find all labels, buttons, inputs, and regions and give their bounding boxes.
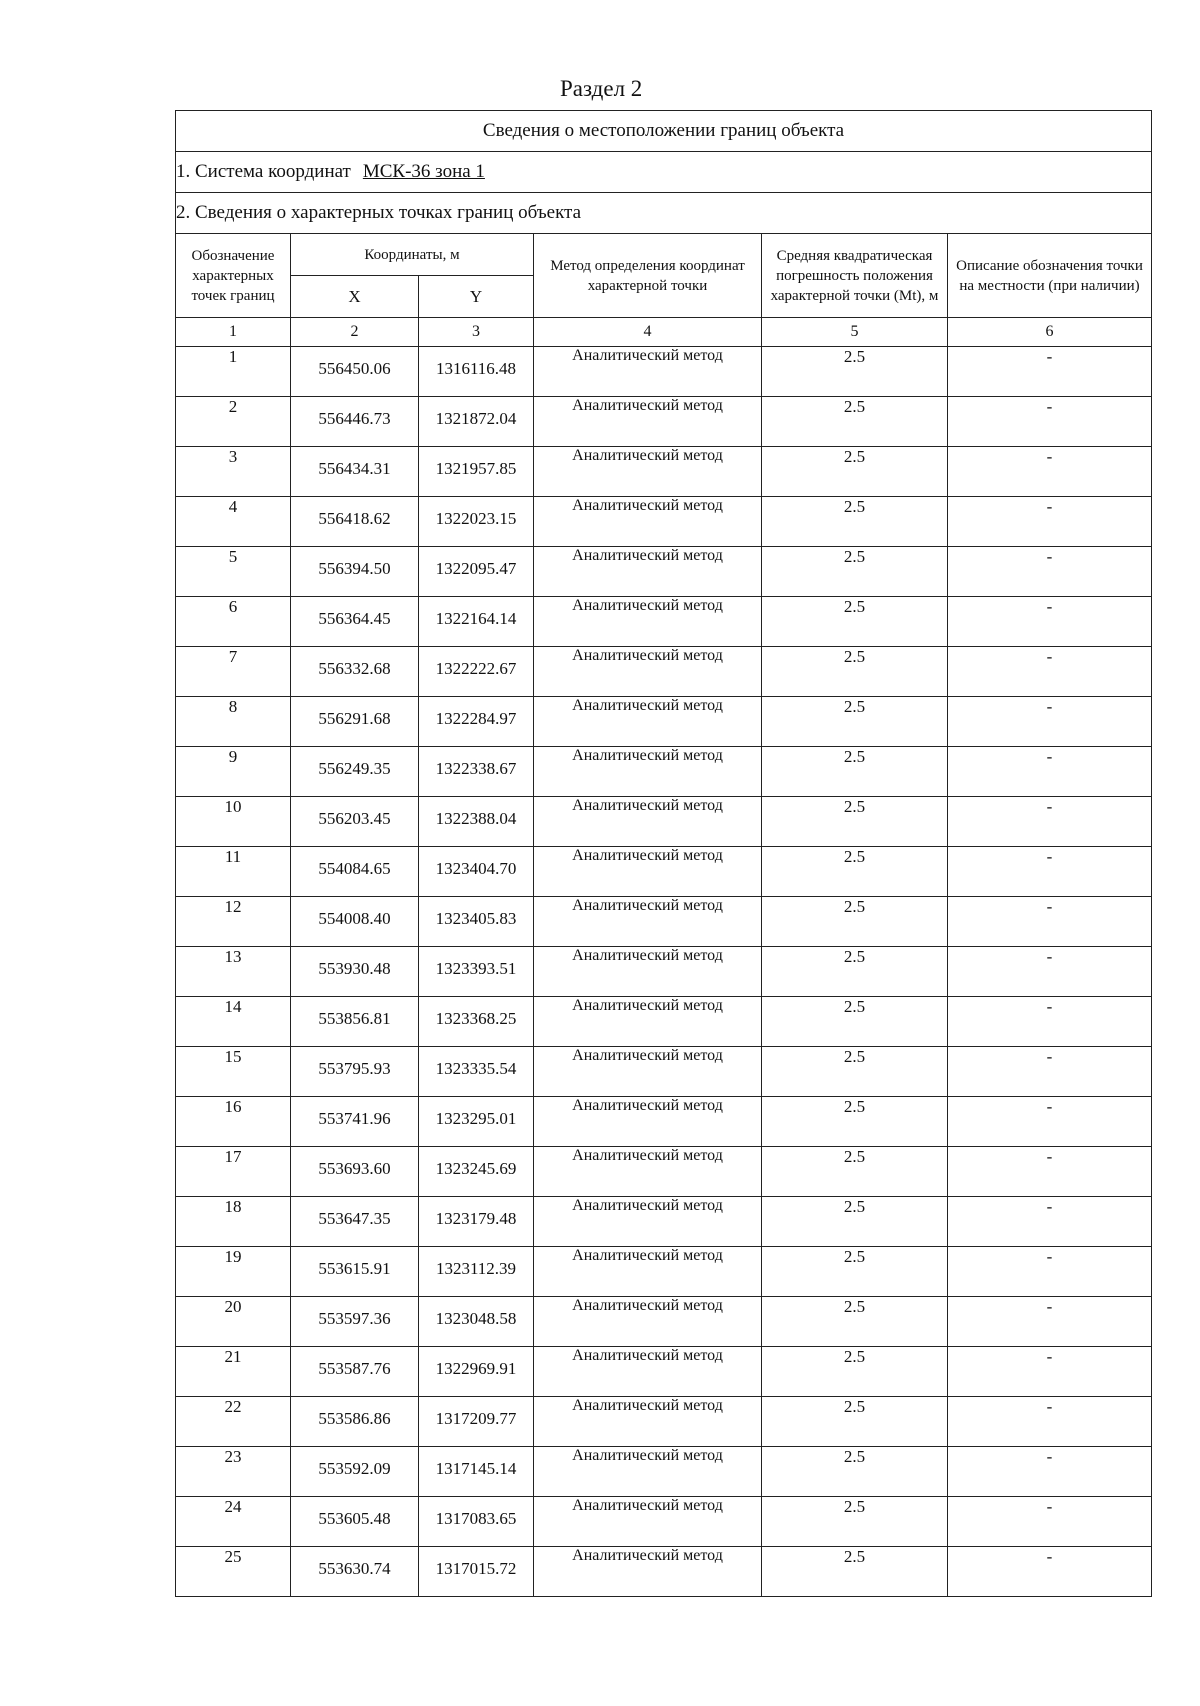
description-cell: - xyxy=(948,397,1152,447)
header-description: Описание обозначения точки на местности (при наличии) xyxy=(948,234,1152,318)
description-cell: - xyxy=(948,1097,1152,1147)
y-coordinate-cell: 1323368.25 xyxy=(419,997,534,1047)
description-cell: - xyxy=(948,597,1152,647)
x-coordinate-cell: 556434.31 xyxy=(291,447,419,497)
column-number: 6 xyxy=(948,318,1152,347)
method-cell: Аналитический метод xyxy=(534,497,762,547)
table-row xyxy=(176,1247,1152,1297)
y-coordinate-cell: 1317209.77 xyxy=(419,1397,534,1447)
table-title-row xyxy=(176,111,1152,152)
error-cell: 2.5 xyxy=(762,1397,948,1447)
y-coordinate-cell: 1322164.14 xyxy=(419,597,534,647)
error-cell: 2.5 xyxy=(762,997,948,1047)
y-coordinate-cell: 1323393.51 xyxy=(419,947,534,997)
method-cell: Аналитический метод xyxy=(534,397,762,447)
table-row xyxy=(176,1547,1152,1597)
error-cell: 2.5 xyxy=(762,1047,948,1097)
coord-system-row xyxy=(176,152,1152,193)
coord-system-label: 1. Система координат xyxy=(176,161,351,182)
point-number-cell: 4 xyxy=(176,497,291,547)
x-coordinate-cell: 556446.73 xyxy=(291,397,419,447)
error-cell: 2.5 xyxy=(762,847,948,897)
description-cell: - xyxy=(948,1197,1152,1247)
point-number-cell: 6 xyxy=(176,597,291,647)
y-coordinate-cell: 1316116.48 xyxy=(419,347,534,397)
error-cell: 2.5 xyxy=(762,497,948,547)
table-row xyxy=(176,747,1152,797)
error-cell: 2.5 xyxy=(762,797,948,847)
method-cell: Аналитический метод xyxy=(534,1447,762,1497)
error-cell: 2.5 xyxy=(762,347,948,397)
method-cell: Аналитический метод xyxy=(534,347,762,397)
method-cell: Аналитический метод xyxy=(534,1497,762,1547)
method-cell: Аналитический метод xyxy=(534,1147,762,1197)
y-coordinate-cell: 1323112.39 xyxy=(419,1247,534,1297)
x-coordinate-cell: 556291.68 xyxy=(291,697,419,747)
error-cell: 2.5 xyxy=(762,1547,948,1597)
y-coordinate-cell: 1317083.65 xyxy=(419,1497,534,1547)
y-coordinate-cell: 1322338.67 xyxy=(419,747,534,797)
error-cell: 2.5 xyxy=(762,1197,948,1247)
y-coordinate-cell: 1317145.14 xyxy=(419,1447,534,1497)
y-coordinate-cell: 1322284.97 xyxy=(419,697,534,747)
point-number-cell: 25 xyxy=(176,1547,291,1597)
column-number: 4 xyxy=(534,318,762,347)
point-number-cell: 7 xyxy=(176,647,291,697)
method-cell: Аналитический метод xyxy=(534,647,762,697)
point-number-cell: 12 xyxy=(176,897,291,947)
y-coordinate-cell: 1323405.83 xyxy=(419,897,534,947)
error-cell: 2.5 xyxy=(762,647,948,697)
point-number-cell: 14 xyxy=(176,997,291,1047)
error-cell: 2.5 xyxy=(762,397,948,447)
table-row xyxy=(176,1047,1152,1097)
x-coordinate-cell: 556418.62 xyxy=(291,497,419,547)
section-title: Раздел 2 xyxy=(560,76,643,101)
y-coordinate-cell: 1322388.04 xyxy=(419,797,534,847)
method-cell: Аналитический метод xyxy=(534,847,762,897)
description-cell: - xyxy=(948,747,1152,797)
method-cell: Аналитический метод xyxy=(534,897,762,947)
description-cell: - xyxy=(948,1397,1152,1447)
table-row xyxy=(176,447,1152,497)
table-row xyxy=(176,1147,1152,1197)
description-cell: - xyxy=(948,447,1152,497)
table-row xyxy=(176,947,1152,997)
error-cell: 2.5 xyxy=(762,547,948,597)
x-coordinate-cell: 553693.60 xyxy=(291,1147,419,1197)
table-row xyxy=(176,847,1152,897)
description-cell: - xyxy=(948,547,1152,597)
header-y: Y xyxy=(419,276,534,318)
method-cell: Аналитический метод xyxy=(534,1347,762,1397)
table-row xyxy=(176,797,1152,847)
x-coordinate-cell: 553741.96 xyxy=(291,1097,419,1147)
description-cell: - xyxy=(948,1547,1152,1597)
column-number-row xyxy=(176,318,1152,347)
description-cell: - xyxy=(948,497,1152,547)
table-title: Сведения о местоположении границ объекта xyxy=(176,111,1152,152)
x-coordinate-cell: 553647.35 xyxy=(291,1197,419,1247)
method-cell: Аналитический метод xyxy=(534,597,762,647)
point-number-cell: 13 xyxy=(176,947,291,997)
description-cell: - xyxy=(948,1347,1152,1397)
y-coordinate-cell: 1322969.91 xyxy=(419,1347,534,1397)
description-cell: - xyxy=(948,947,1152,997)
point-number-cell: 1 xyxy=(176,347,291,397)
column-number: 3 xyxy=(419,318,534,347)
point-number-cell: 9 xyxy=(176,747,291,797)
points-heading: 2. Сведения о характерных точках границ объекта xyxy=(176,193,1152,234)
table-row xyxy=(176,697,1152,747)
point-number-cell: 5 xyxy=(176,547,291,597)
point-number-cell: 2 xyxy=(176,397,291,447)
point-number-cell: 21 xyxy=(176,1347,291,1397)
table-row xyxy=(176,1447,1152,1497)
y-coordinate-cell: 1317015.72 xyxy=(419,1547,534,1597)
description-cell: - xyxy=(948,1297,1152,1347)
table-row xyxy=(176,347,1152,397)
y-coordinate-cell: 1323048.58 xyxy=(419,1297,534,1347)
method-cell: Аналитический метод xyxy=(534,1097,762,1147)
error-cell: 2.5 xyxy=(762,1347,948,1397)
x-coordinate-cell: 556450.06 xyxy=(291,347,419,397)
point-number-cell: 10 xyxy=(176,797,291,847)
description-cell: - xyxy=(948,647,1152,697)
point-number-cell: 15 xyxy=(176,1047,291,1097)
point-number-cell: 20 xyxy=(176,1297,291,1347)
description-cell: - xyxy=(948,1447,1152,1497)
point-number-cell: 22 xyxy=(176,1397,291,1447)
description-cell: - xyxy=(948,797,1152,847)
method-cell: Аналитический метод xyxy=(534,947,762,997)
error-cell: 2.5 xyxy=(762,1147,948,1197)
column-number: 1 xyxy=(176,318,291,347)
x-coordinate-cell: 553587.76 xyxy=(291,1347,419,1397)
header-x: X xyxy=(291,276,419,318)
method-cell: Аналитический метод xyxy=(534,547,762,597)
table-row xyxy=(176,1097,1152,1147)
error-cell: 2.5 xyxy=(762,897,948,947)
error-cell: 2.5 xyxy=(762,447,948,497)
x-coordinate-cell: 554008.40 xyxy=(291,897,419,947)
description-cell: - xyxy=(948,697,1152,747)
x-coordinate-cell: 556394.50 xyxy=(291,547,419,597)
description-cell: - xyxy=(948,1247,1152,1297)
method-cell: Аналитический метод xyxy=(534,447,762,497)
description-cell: - xyxy=(948,347,1152,397)
method-cell: Аналитический метод xyxy=(534,797,762,847)
x-coordinate-cell: 553930.48 xyxy=(291,947,419,997)
description-cell: - xyxy=(948,847,1152,897)
method-cell: Аналитический метод xyxy=(534,697,762,747)
error-cell: 2.5 xyxy=(762,1247,948,1297)
method-cell: Аналитический метод xyxy=(534,1197,762,1247)
table-row xyxy=(176,897,1152,947)
y-coordinate-cell: 1323335.54 xyxy=(419,1047,534,1097)
y-coordinate-cell: 1323404.70 xyxy=(419,847,534,897)
description-cell: - xyxy=(948,997,1152,1047)
table-row xyxy=(176,1297,1152,1347)
header-method: Метод определения координат характерной точки xyxy=(534,234,762,318)
point-number-cell: 24 xyxy=(176,1497,291,1547)
description-cell: - xyxy=(948,1047,1152,1097)
point-number-cell: 11 xyxy=(176,847,291,897)
boundary-points-table xyxy=(175,110,1152,1597)
method-cell: Аналитический метод xyxy=(534,1547,762,1597)
table-row xyxy=(176,1497,1152,1547)
x-coordinate-cell: 556332.68 xyxy=(291,647,419,697)
x-coordinate-cell: 553795.93 xyxy=(291,1047,419,1097)
y-coordinate-cell: 1322095.47 xyxy=(419,547,534,597)
method-cell: Аналитический метод xyxy=(534,747,762,797)
method-cell: Аналитический метод xyxy=(534,1247,762,1297)
error-cell: 2.5 xyxy=(762,947,948,997)
point-number-cell: 3 xyxy=(176,447,291,497)
method-cell: Аналитический метод xyxy=(534,1297,762,1347)
table-row xyxy=(176,1347,1152,1397)
x-coordinate-cell: 553586.86 xyxy=(291,1397,419,1447)
method-cell: Аналитический метод xyxy=(534,1397,762,1447)
point-number-cell: 8 xyxy=(176,697,291,747)
error-cell: 2.5 xyxy=(762,1497,948,1547)
y-coordinate-cell: 1323295.01 xyxy=(419,1097,534,1147)
x-coordinate-cell: 556364.45 xyxy=(291,597,419,647)
x-coordinate-cell: 556249.35 xyxy=(291,747,419,797)
error-cell: 2.5 xyxy=(762,597,948,647)
x-coordinate-cell: 553856.81 xyxy=(291,997,419,1047)
header-coordinates: Координаты, м xyxy=(291,234,534,276)
table-row xyxy=(176,397,1152,447)
table-row xyxy=(176,1397,1152,1447)
table-row xyxy=(176,1197,1152,1247)
point-number-cell: 17 xyxy=(176,1147,291,1197)
y-coordinate-cell: 1323245.69 xyxy=(419,1147,534,1197)
description-cell: - xyxy=(948,1147,1152,1197)
y-coordinate-cell: 1321872.04 xyxy=(419,397,534,447)
error-cell: 2.5 xyxy=(762,1297,948,1347)
header-designation: Обозначение характерных точек границ xyxy=(176,234,291,318)
table-row xyxy=(176,597,1152,647)
table-row xyxy=(176,497,1152,547)
points-heading-row xyxy=(176,193,1152,234)
point-number-cell: 23 xyxy=(176,1447,291,1497)
header-error: Средняя квадратическая погрешность положения характерной точки (Mt), м xyxy=(762,234,948,318)
point-number-cell: 16 xyxy=(176,1097,291,1147)
x-coordinate-cell: 556203.45 xyxy=(291,797,419,847)
y-coordinate-cell: 1321957.85 xyxy=(419,447,534,497)
point-number-cell: 18 xyxy=(176,1197,291,1247)
y-coordinate-cell: 1323179.48 xyxy=(419,1197,534,1247)
description-cell: - xyxy=(948,1497,1152,1547)
x-coordinate-cell: 553630.74 xyxy=(291,1547,419,1597)
coord-system-value: МСК-36 зона 1 xyxy=(362,161,485,182)
table-row xyxy=(176,647,1152,697)
error-cell: 2.5 xyxy=(762,1447,948,1497)
column-header-row xyxy=(176,234,1152,276)
error-cell: 2.5 xyxy=(762,747,948,797)
table-row xyxy=(176,547,1152,597)
column-number: 5 xyxy=(762,318,948,347)
table-row xyxy=(176,997,1152,1047)
description-cell: - xyxy=(948,897,1152,947)
method-cell: Аналитический метод xyxy=(534,997,762,1047)
error-cell: 2.5 xyxy=(762,1097,948,1147)
column-number: 2 xyxy=(291,318,419,347)
x-coordinate-cell: 554084.65 xyxy=(291,847,419,897)
method-cell: Аналитический метод xyxy=(534,1047,762,1097)
y-coordinate-cell: 1322222.67 xyxy=(419,647,534,697)
x-coordinate-cell: 553592.09 xyxy=(291,1447,419,1497)
point-number-cell: 19 xyxy=(176,1247,291,1297)
x-coordinate-cell: 553597.36 xyxy=(291,1297,419,1347)
x-coordinate-cell: 553605.48 xyxy=(291,1497,419,1547)
y-coordinate-cell: 1322023.15 xyxy=(419,497,534,547)
error-cell: 2.5 xyxy=(762,697,948,747)
x-coordinate-cell: 553615.91 xyxy=(291,1247,419,1297)
